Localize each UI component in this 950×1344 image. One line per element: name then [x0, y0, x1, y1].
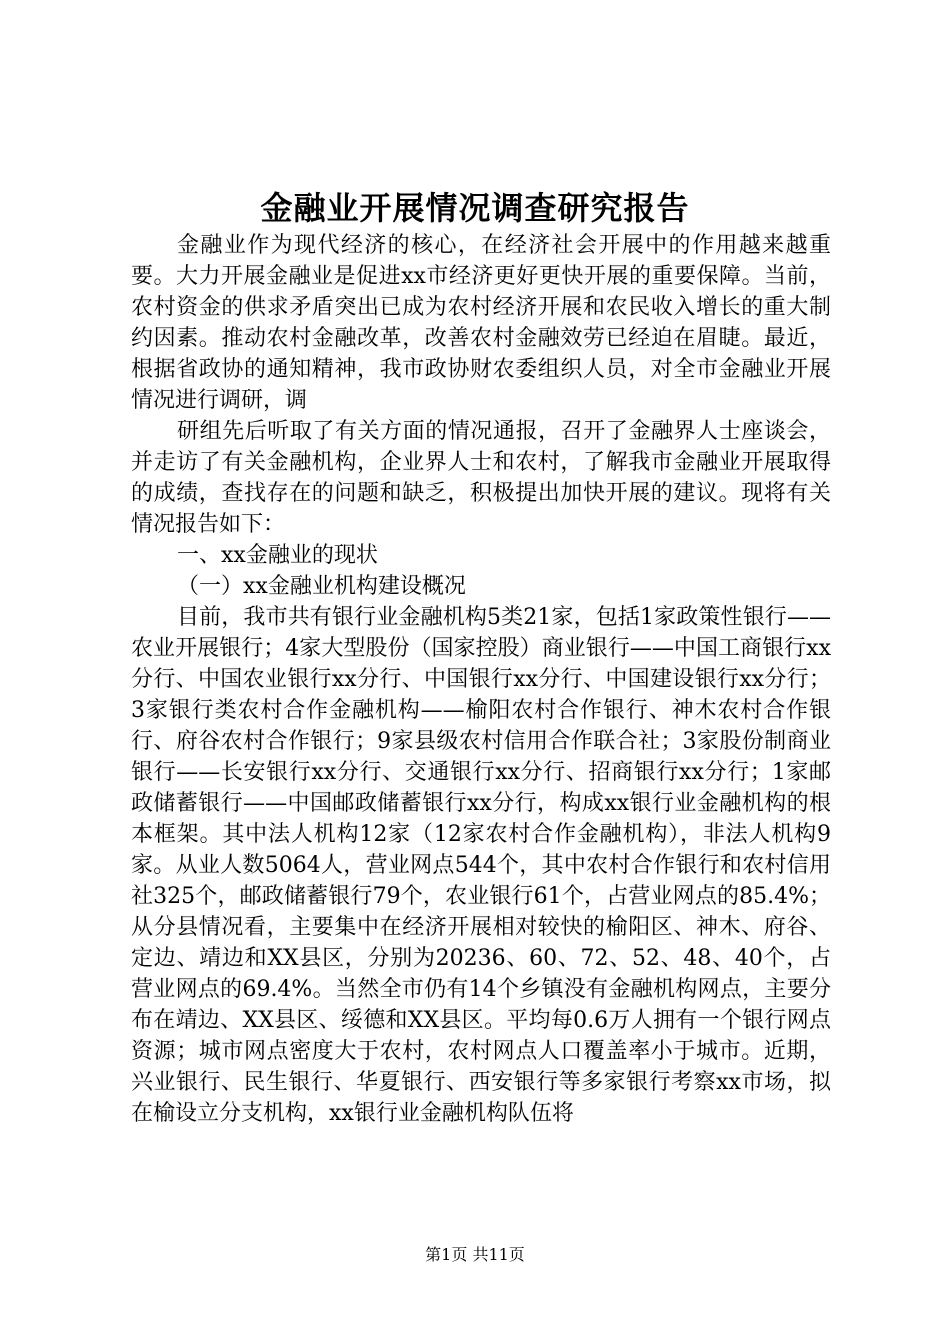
paragraph-institutions: 目前，我市共有银行业金融机构5类21家，包括1家政策性银行——农业开展银行；4家大型股份（国家控股）商业银行——中国工商银行xx分行、中国农业银行xx分行、中国银行xx分行、中国建设银行xx分行；3家银行类农村合作金融机构——榆阳农村合作银行、神木农村合作银行、府谷农村合作银行；9家县级农村信用合作联合社；3家股份制商业银行——长安银行xx分行、交通银行xx分行、招商银行xx分行；1家邮政储蓄银行——中国邮政储蓄银行xx分行，构成xx银行业金融机构的根本框架。其中法人机构12家（12家农村合作金融机构），非法人机构9家。从业人数5064人，营业网点544个，其中农村合作银行和农村信用社325个，邮政储蓄银行79个，农业银行61个，占营业网点的85.4%；从分县情况看，主要集中在经济开展相对较快的榆阳区、神木、府谷、定边、靖边和XX县区，分别为20236、60、72、52、48、40个，占营业网点的69.4%。当然全市仍有14个乡镇没有金融机构网点，主要分布在靖边、XX县区、绥德和XX县区。平均每0.6万人拥有一个银行网点资源；城市网点密度大于农村，农村网点人口覆盖率小于城市。近期，兴业银行、民生银行、华夏银行、西安银行等多家银行考察xx市场，拟在榆设立分支机构，xx银行业金融机构队伍将 — [131, 605, 831, 1126]
document-title: 金融业开展情况调查研究报告 — [260, 189, 690, 227]
document-body — [131, 230, 831, 1129]
paragraph-intro: 金融业作为现代经济的核心，在经济社会开展中的作用越来越重要。大力开展金融业是促进xx市经济更好更快开展的重要保障。当前，农村资金的供求矛盾突出已成为农村经济开展和农民收入增长的重大制约因素。推动农村金融改革，改善农村金融效劳已经迫在眉睫。最近，根据省政协的通知精神，我市政协财农委组织人员，对全市金融业开展情况进行调研，调 — [131, 233, 831, 413]
subsection-heading-1: （一）xx金融业机构建设概况 — [177, 574, 466, 599]
page-footer: 第1页 共11页 — [425, 1245, 525, 1264]
paragraph-research-summary: 研组先后听取了有关方面的情况通报，召开了金融界人士座谈会，并走访了有关金融机构，企业界人士和农村，了解我市金融业开展取得的成绩，查找存在的问题和缺乏，积极提出加快开展的建议。现将有关情况报告如下： — [131, 419, 831, 537]
section-heading-1: 一、xx金融业的现状 — [177, 543, 378, 568]
